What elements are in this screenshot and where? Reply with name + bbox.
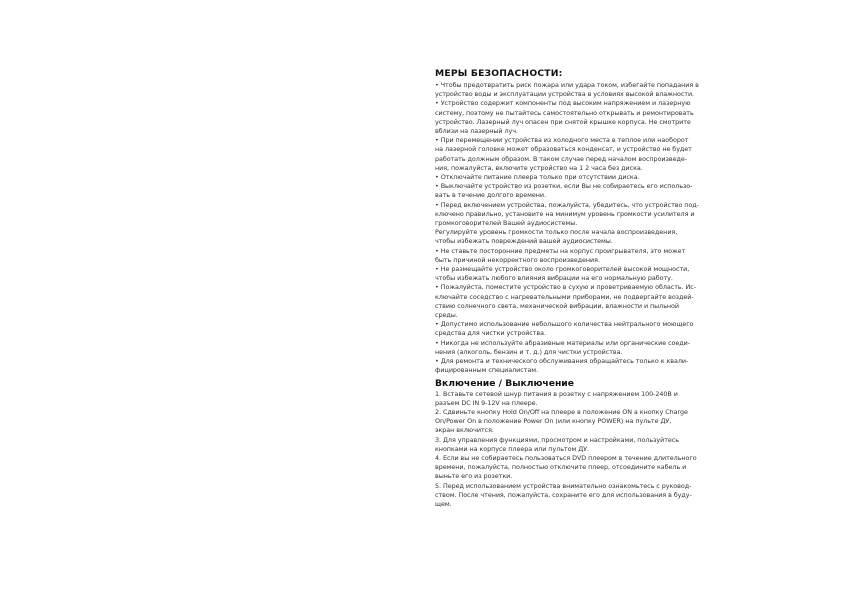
safety-paragraph: • Не размещайте устройство около громкоговорителей высокой мощности, чтобы избежать любого влияния вибрации на его нормальную работу.: [435, 265, 690, 283]
safety-paragraph: • Никогда не используйте абразивные материалы или органические соеди- нения (алкоголь, бензин и т. д.) для чистки устройства.: [435, 338, 691, 356]
safety-paragraph: • Чтобы предотвратить риск пожара или удара током, избегайте попадания в устройство воды и эксплуатации устройства в условиях высокой влажности.: [435, 81, 699, 99]
power-step: 3. Для управления функциями, просмотром и настройками, пользуйтесь кнопками на корпусе плеера или пультом ДУ.: [435, 435, 679, 453]
power-step: 4. Если вы не собираетесь пользоваться DVD плеером в течение длительного времени, пожалуйста, полностью отключите плеер, отсоедините кабель и выньте его из розетки.: [435, 453, 697, 481]
safety-paragraph: • Пожалуйста, поместите устройство в сухую и проветриваемую область. Ис- ключайте соседство с нагревательными приборами, не подвергайте воздей- ствию солнечного света, механической вибрации, влажности и пыльной среды.: [435, 283, 696, 320]
safety-paragraph: • Устройство содержит компоненты под высоким напряжением и лазерную систему, поэтому не пытайтесь самостоятельно открывать и ремонтировать устройство. Лазерный луч опасен при снятой крышке корпуса. Не смотрите вблизи на лазерный луч.: [435, 99, 694, 136]
safety-heading: МЕРЫ БЕЗОПАСНОСТИ:: [435, 68, 563, 79]
safety-paragraph: • При перемещении устройства из холодного места в теплое или наоборот на лазерной головке может образоваться конденсат, и устройство не будет работать должным образом. В таком случае перед началом воспроизведе- ния, пожалуйста, включите устройство на 1 2 часа без диска.: [435, 136, 692, 172]
safety-paragraph: • Выключайте устройство из розетки, если Вы не собираетесь его использо- вать в течение долгого времени.: [435, 182, 693, 200]
power-step: 5. Перед использованием устройства внимательно ознакомьтесь с руковод- ством. После чтения, пожалуйста, сохраните его для использования в буду- щем.: [435, 481, 692, 508]
text-column: [435, 68, 723, 509]
safety-paragraph: • Не ставьте посторонние предметы на корпус проигрывателя, это может быть причиной некорректного воспроизведения.: [435, 246, 686, 264]
power-step: 1. Вставьте сетевой шнур питания в розетку с напряжением 100-240В и разъем DC IN 9-12V на плеере.: [435, 389, 678, 407]
safety-paragraph: Регулируйте уровень громкости только после начала воспроизведения, чтобы избежать повреждений вашей аудиосистемы.: [435, 228, 678, 246]
safety-paragraph: • Для ремонта и технического обслуживания обращайтесь только к квали- фицированным специалистам.: [435, 357, 689, 375]
power-heading: Включение / Выключение: [435, 377, 574, 389]
safety-paragraph: • Допустимо использование небольшого количества нейтрального моющего средства для чистки устройства.: [435, 320, 694, 338]
safety-paragraph: • Отключайте питание плеера только при отсутствии диска.: [435, 173, 640, 182]
power-step: 2. Сдвиньте кнопку Hold On/Off на плеере в положение ON а кнопку Charge On/Power On в положение Power On (или кнопку POWER) на пульте ДУ, экран включится.: [435, 407, 688, 435]
safety-paragraph: • Перед включением устройства, пожалуйста, убедитесь, что устройство под- ключено правильно, установите на минимум уровень громкости усилителя и громкоговорителей Вашей аудиосистемы.: [435, 200, 699, 228]
